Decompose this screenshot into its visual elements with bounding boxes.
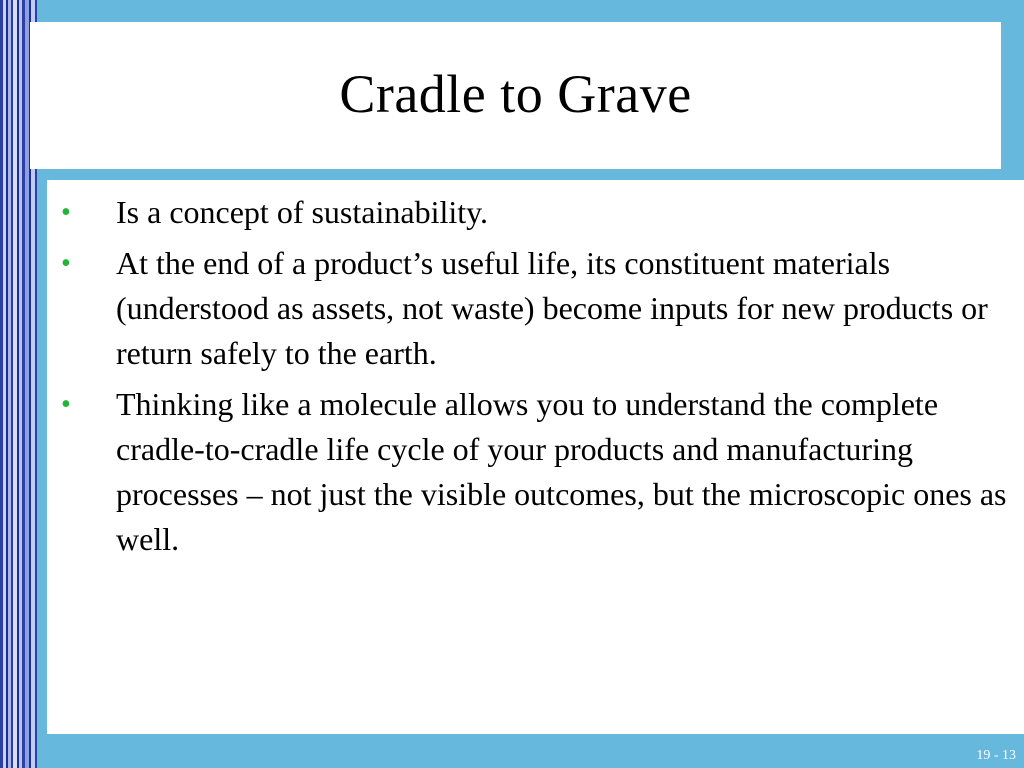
bullet-dot-icon: •	[61, 197, 71, 228]
bullet-text: Is a concept of sustainability.	[116, 194, 489, 230]
bullet-dot-icon: •	[61, 248, 71, 279]
content-panel	[47, 180, 1024, 734]
bullet-text: At the end of a product’s useful life, its constituent materials (understood as assets, not waste) become inputs for new products or return safely to the earth.	[116, 245, 988, 371]
bullet-item	[59, 241, 1014, 376]
bullet-text: Thinking like a molecule allows you to understand the complete cradle-to-cradle life cycle of your products and manufacturing processes – not just the visible outcomes, but the microscopic ones as well.	[116, 386, 1007, 557]
bullet-item	[59, 382, 1014, 562]
slide-title: Cradle to Grave	[339, 63, 692, 124]
page-number: 19 - 13	[976, 748, 1016, 763]
bullet-item	[59, 190, 1014, 235]
title-panel	[30, 22, 1001, 169]
bullet-list	[59, 190, 1014, 568]
bullet-dot-icon: •	[61, 389, 71, 420]
